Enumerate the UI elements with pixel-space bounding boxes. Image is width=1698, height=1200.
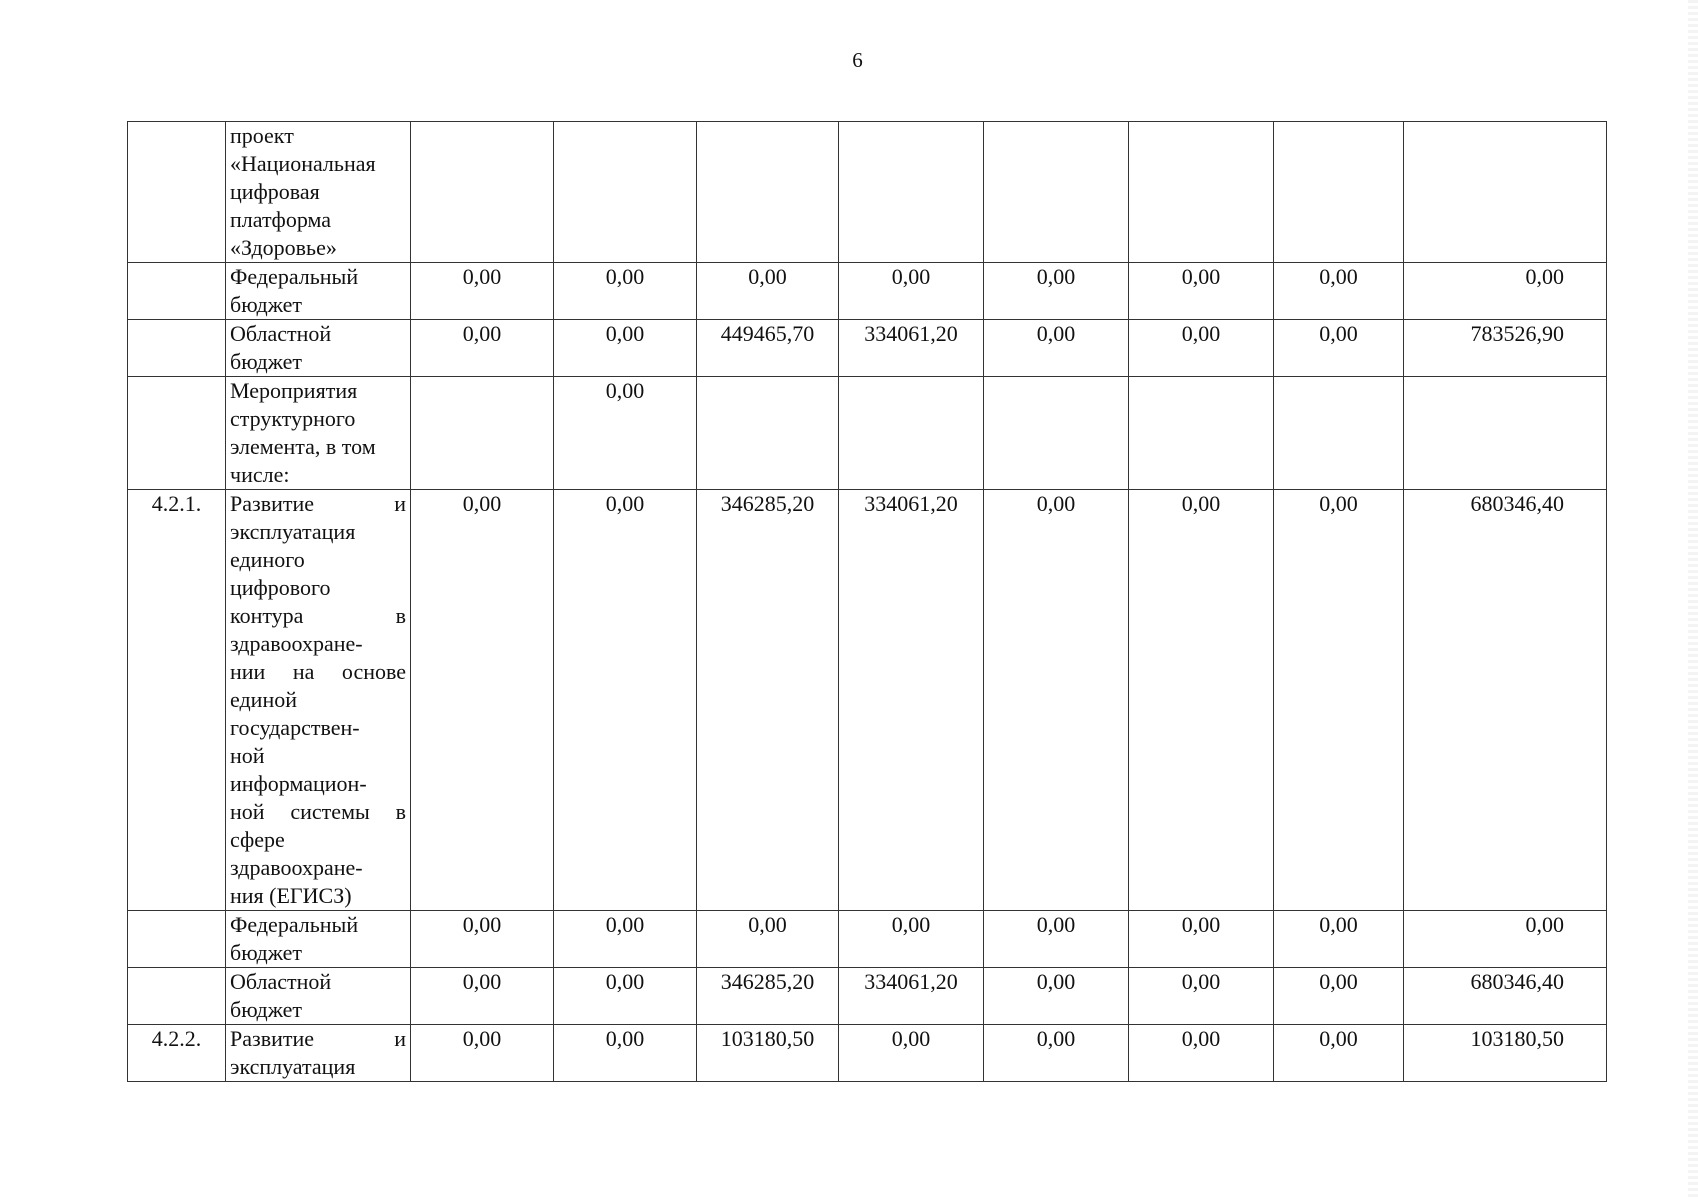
- cell-value: 680346,40: [1470, 491, 1564, 516]
- row-code: 4.2.1.: [151, 491, 202, 516]
- row-name-line: числе:: [230, 462, 290, 487]
- value-cell-col-8: [1404, 263, 1607, 320]
- cell-value: 0,00: [462, 912, 502, 937]
- value-cell-col-1: [411, 490, 554, 911]
- value-cell-col-2: [554, 320, 697, 377]
- value-cell-col-3: [697, 122, 839, 263]
- value-cell-col-7: [1274, 490, 1404, 911]
- cell-value: 0,00: [1319, 912, 1358, 937]
- cell-value: 0,00: [1181, 264, 1221, 289]
- cell-value: 0,00: [1036, 912, 1076, 937]
- value-cell-col-3: [697, 968, 839, 1025]
- row-name-line: здравоохране-: [230, 855, 363, 880]
- cell-value: 0,00: [462, 1026, 502, 1051]
- row-name-line: эксплуатация: [230, 1054, 356, 1079]
- cell-value: 0,00: [1181, 491, 1221, 516]
- value-cell-col-4: [839, 263, 984, 320]
- cell-value: 0,00: [462, 491, 502, 516]
- value-cell-col-7: [1274, 911, 1404, 968]
- value-cell-col-6: [1129, 490, 1274, 911]
- table-row: [128, 122, 1607, 263]
- row-name-line: «Национальная: [230, 151, 376, 176]
- cell-value: 0,00: [891, 1026, 931, 1051]
- row-name-line: информацион-: [230, 771, 367, 796]
- row-code-cell: [128, 1025, 226, 1082]
- cell-value: 103180,50: [1470, 1026, 1564, 1051]
- table-row: [128, 1025, 1607, 1082]
- value-cell-col-2: [554, 377, 697, 490]
- value-cell-col-2: [554, 490, 697, 911]
- cell-value: 0,00: [1525, 264, 1564, 289]
- row-code-cell: [128, 122, 226, 263]
- row-name-line: единой: [230, 687, 297, 712]
- cell-value: 0,00: [1319, 264, 1358, 289]
- budget-table: [127, 121, 1607, 1082]
- row-name-cell: [226, 263, 411, 320]
- value-cell-col-2: [554, 911, 697, 968]
- value-cell-col-4: [839, 320, 984, 377]
- value-cell-col-3: [697, 490, 839, 911]
- value-cell-col-7: [1274, 377, 1404, 490]
- row-name-line: Областной: [230, 969, 332, 994]
- row-name-line: нии на основе: [230, 659, 406, 684]
- row-name-cell: [226, 1025, 411, 1082]
- value-cell-col-5: [984, 968, 1129, 1025]
- cell-value: 0,00: [605, 321, 645, 346]
- table-row: [128, 968, 1607, 1025]
- row-name-cell: [226, 122, 411, 263]
- value-cell-col-5: [984, 911, 1129, 968]
- row-name-line: ния (ЕГИСЗ): [230, 883, 352, 908]
- cell-value: 0,00: [605, 969, 645, 994]
- value-cell-col-6: [1129, 968, 1274, 1025]
- row-name-line: бюджет: [230, 940, 302, 965]
- cell-value: 0,00: [891, 912, 931, 937]
- cell-value: 0,00: [1181, 321, 1221, 346]
- row-name-line: Развитие и: [230, 491, 406, 516]
- row-name-line: цифрового: [230, 575, 331, 600]
- row-name-line: эксплуатация: [230, 519, 356, 544]
- value-cell-col-7: [1274, 968, 1404, 1025]
- cell-value: 103180,50: [720, 1026, 815, 1051]
- table-row: [128, 263, 1607, 320]
- cell-value: 0,00: [1319, 969, 1358, 994]
- value-cell-col-1: [411, 263, 554, 320]
- cell-value: 0,00: [748, 912, 787, 937]
- row-name-line: государствен-: [230, 715, 360, 740]
- row-name-line: сфере: [230, 827, 285, 852]
- value-cell-col-8: [1404, 490, 1607, 911]
- row-name-cell: [226, 320, 411, 377]
- value-cell-col-4: [839, 490, 984, 911]
- row-name-line: Областной: [230, 321, 332, 346]
- row-code-cell: [128, 263, 226, 320]
- value-cell-col-3: [697, 911, 839, 968]
- value-cell-col-7: [1274, 263, 1404, 320]
- cell-value: 334061,20: [864, 321, 958, 346]
- cell-value: 0,00: [1319, 491, 1358, 516]
- table-row: [128, 377, 1607, 490]
- cell-value: 0,00: [1525, 912, 1564, 937]
- value-cell-col-5: [984, 122, 1129, 263]
- value-cell-col-2: [554, 263, 697, 320]
- row-name-line: бюджет: [230, 292, 302, 317]
- cell-value: 0,00: [1036, 491, 1076, 516]
- value-cell-col-7: [1274, 1025, 1404, 1082]
- cell-value: 0,00: [605, 1026, 645, 1051]
- value-cell-col-6: [1129, 377, 1274, 490]
- value-cell-col-4: [839, 968, 984, 1025]
- cell-value: 0,00: [1181, 1026, 1221, 1051]
- value-cell-col-1: [411, 911, 554, 968]
- row-name-line: бюджет: [230, 349, 302, 374]
- value-cell-col-1: [411, 377, 554, 490]
- table-row: [128, 911, 1607, 968]
- value-cell-col-6: [1129, 1025, 1274, 1082]
- cell-value: 0,00: [1319, 1026, 1358, 1051]
- value-cell-col-5: [984, 1025, 1129, 1082]
- scan-edge: [1688, 0, 1698, 1200]
- row-name-line: контура в: [230, 603, 406, 628]
- cell-value: 346285,20: [720, 491, 815, 516]
- row-name-line: Мероприятия: [230, 378, 358, 403]
- value-cell-col-1: [411, 968, 554, 1025]
- value-cell-col-2: [554, 122, 697, 263]
- value-cell-col-8: [1404, 320, 1607, 377]
- cell-value: 334061,20: [864, 491, 958, 516]
- cell-value: 0,00: [605, 912, 645, 937]
- value-cell-col-3: [697, 320, 839, 377]
- cell-value: 449465,70: [720, 321, 815, 346]
- row-name-line: структурного: [230, 406, 356, 431]
- cell-value: 0,00: [1181, 912, 1221, 937]
- value-cell-col-5: [984, 263, 1129, 320]
- value-cell-col-2: [554, 1025, 697, 1082]
- cell-value: 0,00: [748, 264, 787, 289]
- cell-value: 0,00: [1319, 321, 1358, 346]
- row-name-cell: [226, 490, 411, 911]
- value-cell-col-6: [1129, 911, 1274, 968]
- cell-value: 0,00: [605, 491, 645, 516]
- value-cell-col-8: [1404, 377, 1607, 490]
- value-cell-col-6: [1129, 263, 1274, 320]
- value-cell-col-7: [1274, 320, 1404, 377]
- value-cell-col-1: [411, 122, 554, 263]
- row-name-line: единого: [230, 547, 305, 572]
- value-cell-col-8: [1404, 1025, 1607, 1082]
- value-cell-col-7: [1274, 122, 1404, 263]
- row-name-line: элемента, в том: [230, 434, 376, 459]
- value-cell-col-5: [984, 320, 1129, 377]
- row-code: 4.2.2.: [151, 1026, 202, 1051]
- table-row: [128, 320, 1607, 377]
- value-cell-col-3: [697, 263, 839, 320]
- value-cell-col-3: [697, 1025, 839, 1082]
- cell-value: 0,00: [605, 378, 645, 403]
- cell-value: 0,00: [1036, 264, 1076, 289]
- value-cell-col-5: [984, 377, 1129, 490]
- row-name-line: Федеральный: [230, 912, 359, 937]
- row-code-cell: [128, 377, 226, 490]
- table-row: [128, 490, 1607, 911]
- row-name-line: Федеральный: [230, 264, 359, 289]
- row-name-cell: [226, 377, 411, 490]
- cell-value: 0,00: [462, 321, 502, 346]
- row-name-line: Развитие и: [230, 1026, 406, 1051]
- value-cell-col-2: [554, 968, 697, 1025]
- value-cell-col-5: [984, 490, 1129, 911]
- value-cell-col-4: [839, 911, 984, 968]
- row-name-line: ной: [230, 743, 265, 768]
- cell-value: 334061,20: [864, 969, 958, 994]
- cell-value: 0,00: [1181, 969, 1221, 994]
- value-cell-col-8: [1404, 122, 1607, 263]
- row-name-line: платформа: [230, 207, 332, 232]
- value-cell-col-4: [839, 1025, 984, 1082]
- row-name-line: бюджет: [230, 997, 302, 1022]
- value-cell-col-1: [411, 320, 554, 377]
- row-name-cell: [226, 968, 411, 1025]
- cell-value: 0,00: [1036, 969, 1076, 994]
- value-cell-col-6: [1129, 122, 1274, 263]
- cell-value: 346285,20: [720, 969, 815, 994]
- row-name-line: «Здоровье»: [230, 235, 337, 260]
- row-name-line: цифровая: [230, 179, 320, 204]
- cell-value: 783526,90: [1470, 321, 1564, 346]
- row-name-cell: [226, 911, 411, 968]
- value-cell-col-4: [839, 122, 984, 263]
- row-code-cell: [128, 968, 226, 1025]
- value-cell-col-6: [1129, 320, 1274, 377]
- cell-value: 0,00: [462, 969, 502, 994]
- row-code-cell: [128, 911, 226, 968]
- value-cell-col-4: [839, 377, 984, 490]
- cell-value: 0,00: [891, 264, 931, 289]
- cell-value: 0,00: [605, 264, 645, 289]
- cell-value: 0,00: [1036, 321, 1076, 346]
- row-name-line: ной системы в: [230, 799, 406, 824]
- value-cell-col-3: [697, 377, 839, 490]
- row-name-line: здравоохране-: [230, 631, 363, 656]
- page-number: 6: [852, 48, 863, 72]
- value-cell-col-8: [1404, 911, 1607, 968]
- row-code-cell: [128, 490, 226, 911]
- value-cell-col-1: [411, 1025, 554, 1082]
- row-code-cell: [128, 320, 226, 377]
- value-cell-col-8: [1404, 968, 1607, 1025]
- cell-value: 0,00: [1036, 1026, 1076, 1051]
- cell-value: 680346,40: [1470, 969, 1564, 994]
- row-name-line: проект: [230, 123, 294, 148]
- cell-value: 0,00: [462, 264, 502, 289]
